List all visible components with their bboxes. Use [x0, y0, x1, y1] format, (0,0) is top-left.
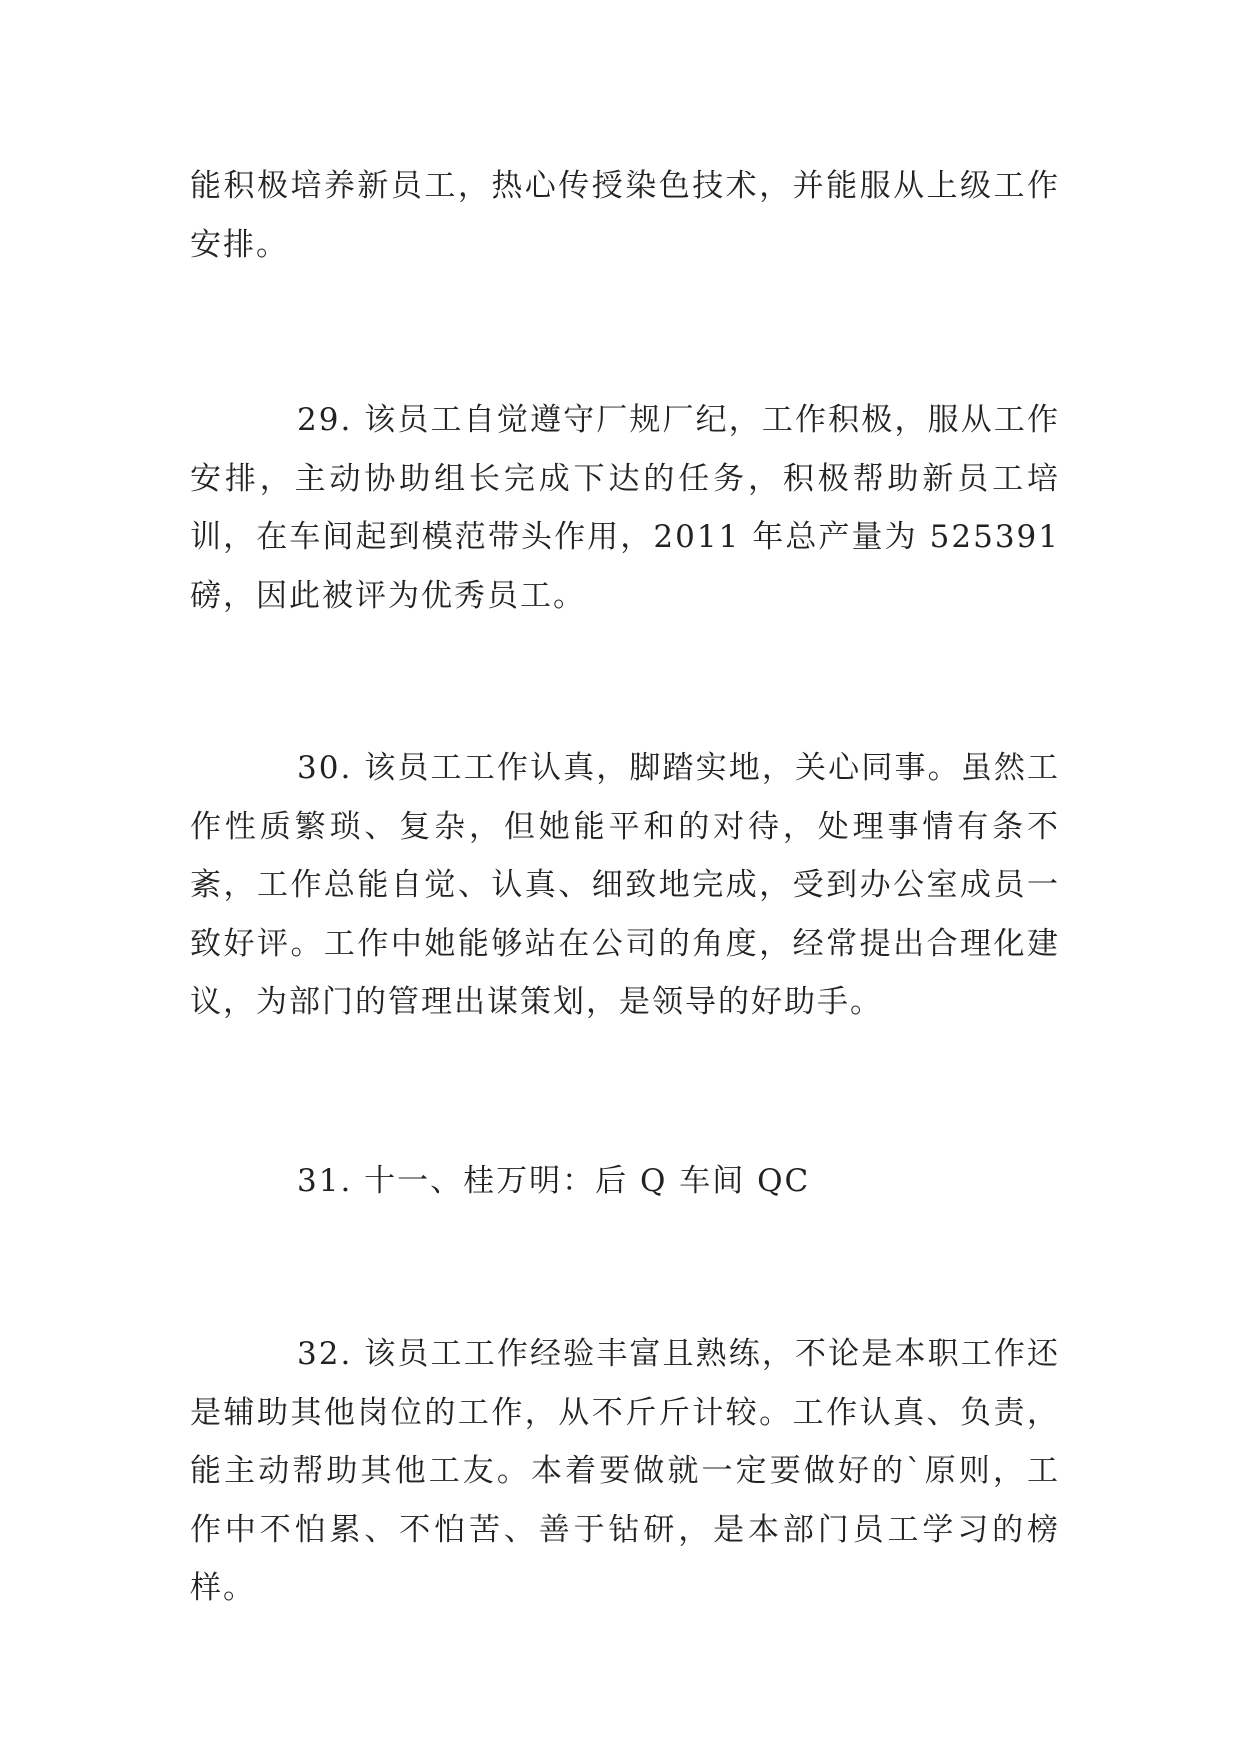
paragraph-31-heading: 31. 十一、桂万明：后 Q 车间 QC [297, 1163, 811, 1199]
paragraph-32: 32. 该员工工作经验丰富且熟练，不论是本职工作还是辅助其他岗位的工作，从不斤斤计较。工作认真、负责，能主动帮助其他工友。本着要做就一定要做好的`原则，工作中不怕累、不怕苦、善于钻研，是本部门员工学习的榜样。 [190, 1336, 1060, 1606]
paragraph-continuation: 能积极培养新员工，热心传授染色技术，并能服从上级工作安排。 [190, 168, 1060, 263]
paragraph-30: 30. 该员工工作认真，脚踏实地，关心同事。虽然工作性质繁琐、复杂，但她能平和的对待，处理事情有条不紊，工作总能自觉、认真、细致地完成，受到办公室成员一致好评。工作中她能够站在公司的角度，经常提出合理化建议，为部门的管理出谋策划，是领导的好助手。 [190, 750, 1060, 1020]
paragraph-29: 29. 该员工自觉遵守厂规厂纪，工作积极，服从工作安排，主动协助组长完成下达的任务，积极帮助新员工培训，在车间起到模范带头作用，2011 年总产量为 525391 磅，因此被评为优秀员工。 [190, 402, 1060, 614]
